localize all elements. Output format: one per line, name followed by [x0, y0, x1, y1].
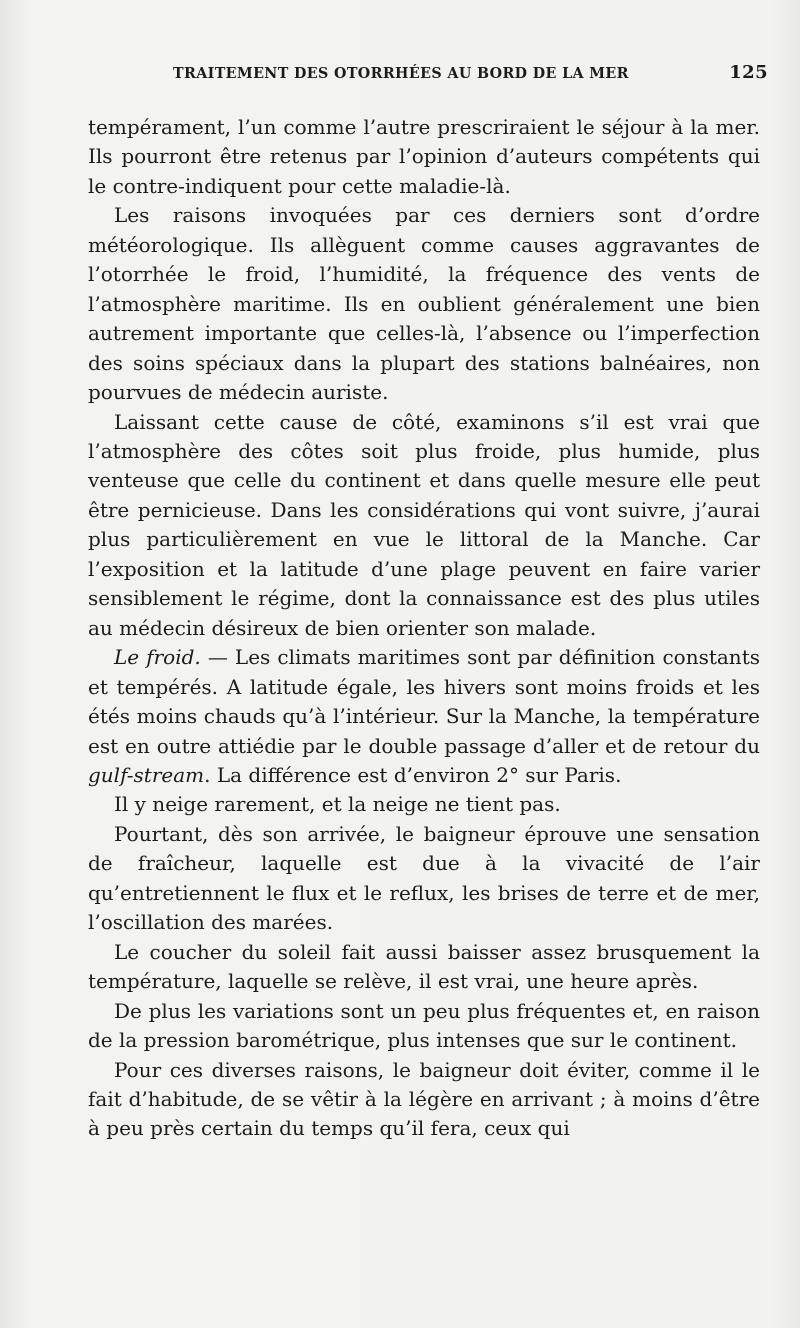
paragraph: Pour ces diverses raisons, le baigneur doit éviter, comme il le fait d’habitude, de se vêtir à la légère en arrivant ; à moins d’être à peu près certain du temps qu’il fera, ceux qui — [88, 1057, 760, 1141]
page-number: 125 — [729, 62, 768, 83]
paragraph-text: — Les climats maritimes sont par définition constants et tempérés. A latitude égale, les hivers sont moins froids et les étés moins chauds qu’à l’intérieur. Sur la Manche, la température est en outre attiédie par le double passage d’aller et de retour du — [88, 645, 760, 758]
paragraph-text: . La différence est d’environ 2° sur Paris. — [204, 762, 622, 787]
section-heading: Le froid. — [114, 645, 201, 670]
italic-term: gulf-stream — [88, 762, 205, 787]
body-text — [88, 113, 760, 1144]
running-title: TRAITEMENT DES OTORRHÉES AU BORD DE LA MER — [173, 64, 629, 82]
running-head — [173, 62, 768, 86]
paragraph: Laissant cette cause de côté, examinons s’il est vrai que l’atmosphère des côtes soit plus froide, plus humide, plus venteuse que celle du continent et dans quelle mesure elle peut être pernicieuse. Dans les considérations qui vont suivre, j’aurai plus particulièrement en vue le littoral de la Manche. Car l’exposition et la latitude d’une plage peuvent en faire varier sensiblement le régime, dont la connaissance est des plus utiles au médecin désireux de bien orienter son malade. — [88, 409, 760, 640]
paragraph-le-froid — [88, 643, 760, 790]
paragraph: tempérament, l’un comme l’autre prescriraient le séjour à la mer. Ils pourront être retenus par l’opinion d’auteurs compétents qui le contre-indiquent pour cette maladie-là. — [88, 115, 760, 198]
paragraph: Le coucher du soleil fait aussi baisser assez brusquement la température, laquelle se relève, il est vrai, une heure après. — [88, 939, 760, 994]
paragraph: Il y neige rarement, et la neige ne tient pas. — [114, 792, 561, 817]
paragraph: Pourtant, dès son arrivée, le baigneur éprouve une sensation de fraîcheur, laquelle est due à la vivacité de l’air qu’entretiennent le flux et le reflux, les brises de terre et de mer, l’oscillation des marées. — [88, 821, 760, 935]
paragraph: Les raisons invoquées par ces derniers sont d’ordre météorologique. Ils allèguent comme causes aggravantes de l’otorrhée le froid, l’humidité, la fréquence des vents de l’atmosphère maritime. Ils en oublient généralement une bien autrement importante que celles-là, l’absence ou l’imperfection des soins spéciaux dans la plupart des stations balnéaires, non pourvues de médecin auriste. — [88, 203, 760, 405]
paragraph: De plus les variations sont un peu plus fréquentes et, en raison de la pression barométrique, plus intenses que sur le continent. — [88, 998, 760, 1053]
